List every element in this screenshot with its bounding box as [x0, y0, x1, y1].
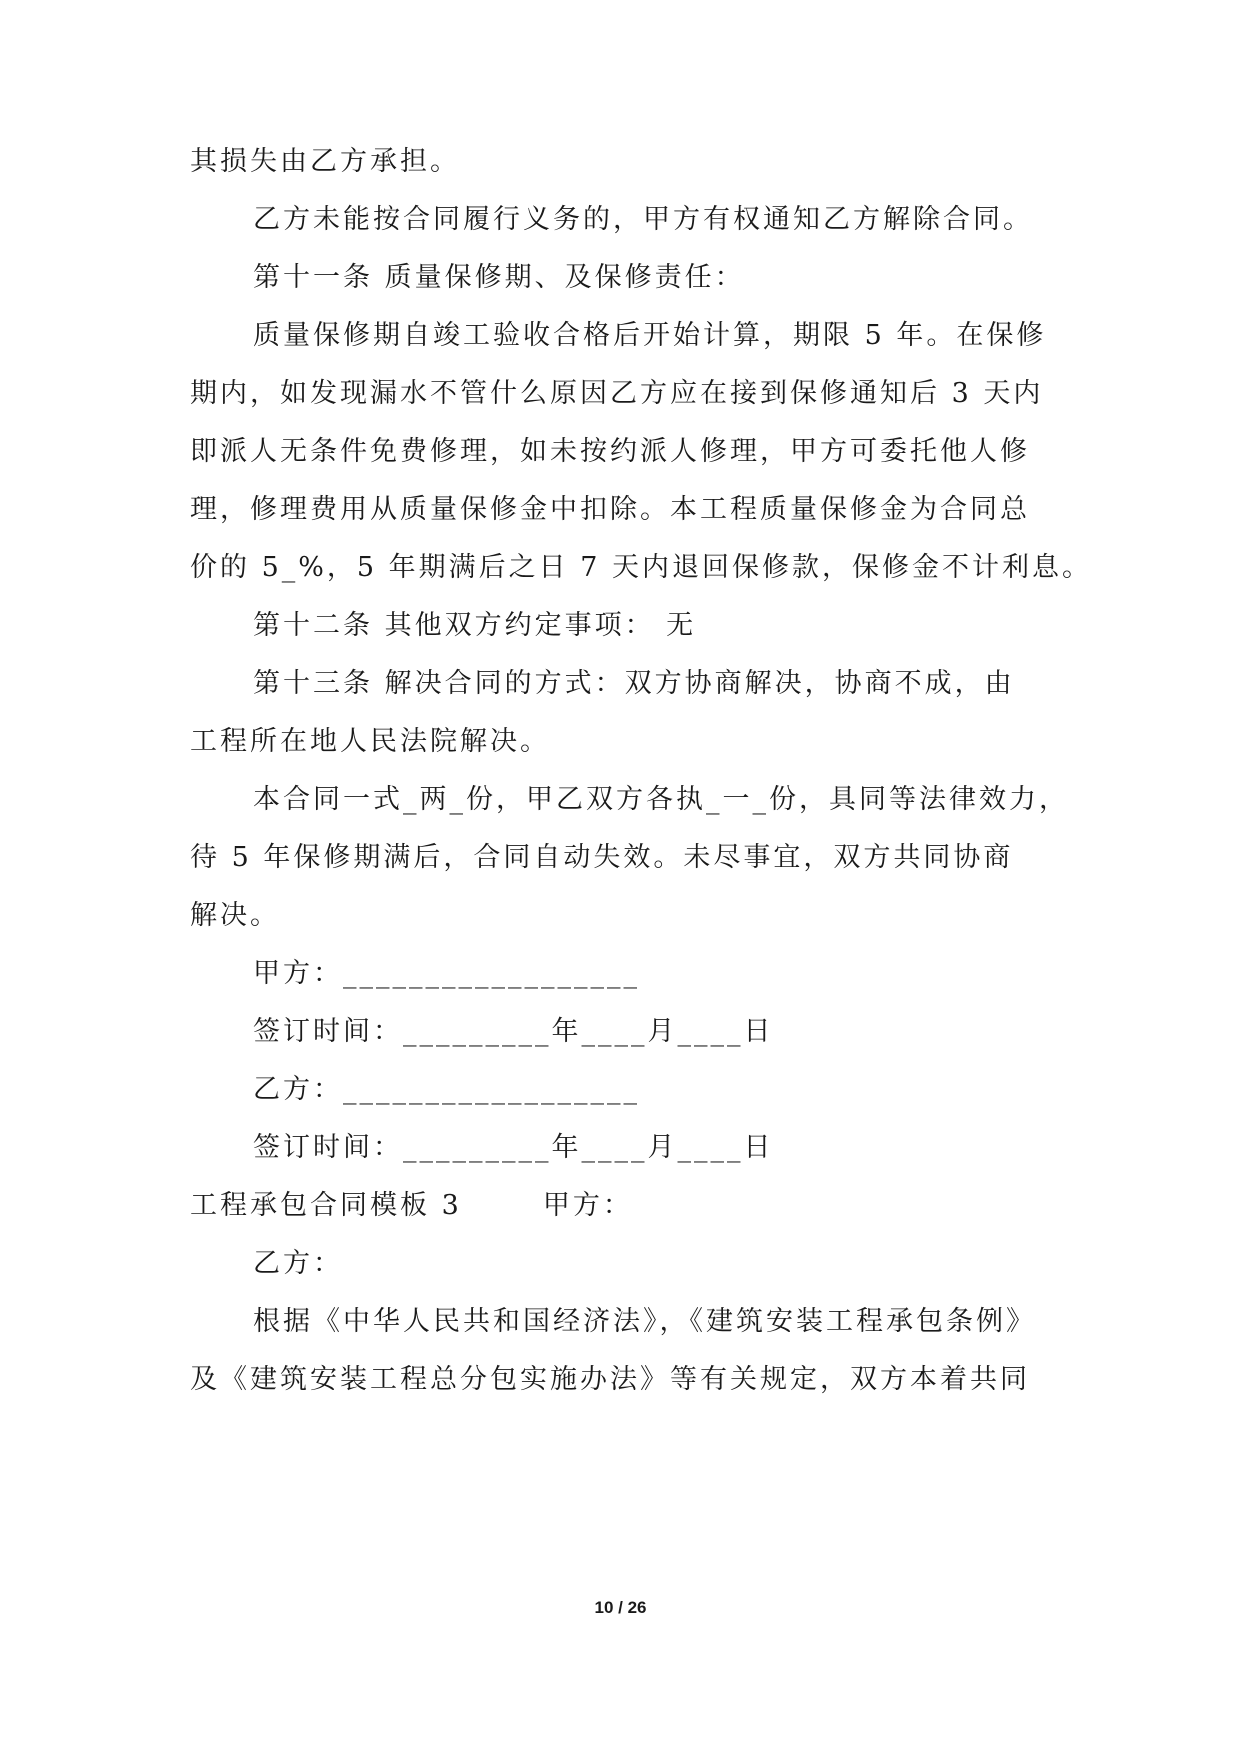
- text-line: 质量保修期自竣工验收合格后开始计算，期限 5 年。在保修: [253, 320, 1047, 351]
- text-line: 乙方未能按合同履行义务的，甲方有权通知乙方解除合同。: [253, 204, 1033, 235]
- text-line: 即派人无条件免费修理，如未按约派人修理，甲方可委托他人修: [190, 436, 1030, 467]
- text-line: 期内，如发现漏水不管什么原因乙方应在接到保修通知后 3 天内: [190, 378, 1044, 409]
- article-12-heading: 第十二条 其他双方约定事项： 无: [253, 610, 697, 641]
- text-line: 其损失由乙方承担。: [190, 146, 460, 177]
- party-b-label: 乙方：: [253, 1248, 343, 1279]
- signing-date-line: 签订时间：_________年____月____日: [253, 1016, 774, 1047]
- article-13-heading: 第十三条 解决合同的方式：双方协商解决，协商不成，由: [253, 668, 1015, 699]
- party-a-signature-line: 甲方：__________________: [253, 958, 640, 989]
- text-line: 本合同一式_两_份，甲乙双方各执_一_份，具同等法律效力，: [253, 784, 1069, 815]
- text-line: 理，修理费用从质量保修金中扣除。本工程质量保修金为合同总: [190, 494, 1030, 525]
- text-line: 解决。: [190, 900, 280, 931]
- signing-date-line: 签订时间：_________年____月____日: [253, 1132, 774, 1163]
- party-b-signature-line: 乙方：__________________: [253, 1074, 640, 1105]
- article-11-heading: 第十一条 质量保修期、及保修责任：: [253, 262, 745, 293]
- template-3-heading: 工程承包合同模板 3 甲方：: [190, 1190, 633, 1221]
- text-line: 工程所在地人民法院解决。: [190, 726, 550, 757]
- text-line: 及《建筑安装工程总分包实施办法》等有关规定，双方本着共同: [190, 1364, 1030, 1395]
- text-line: 根据《中华人民共和国经济法》，《建筑安装工程承包条例》: [253, 1306, 1036, 1337]
- text-line: 价的 5_%，5 年期满后之日 7 天内退回保修款，保修金不计利息。: [190, 552, 1093, 583]
- page-number: 10 / 26: [594, 1598, 647, 1617]
- text-line: 待 5 年保修期满后，合同自动失效。未尽事宜，双方共同协商: [190, 842, 1014, 873]
